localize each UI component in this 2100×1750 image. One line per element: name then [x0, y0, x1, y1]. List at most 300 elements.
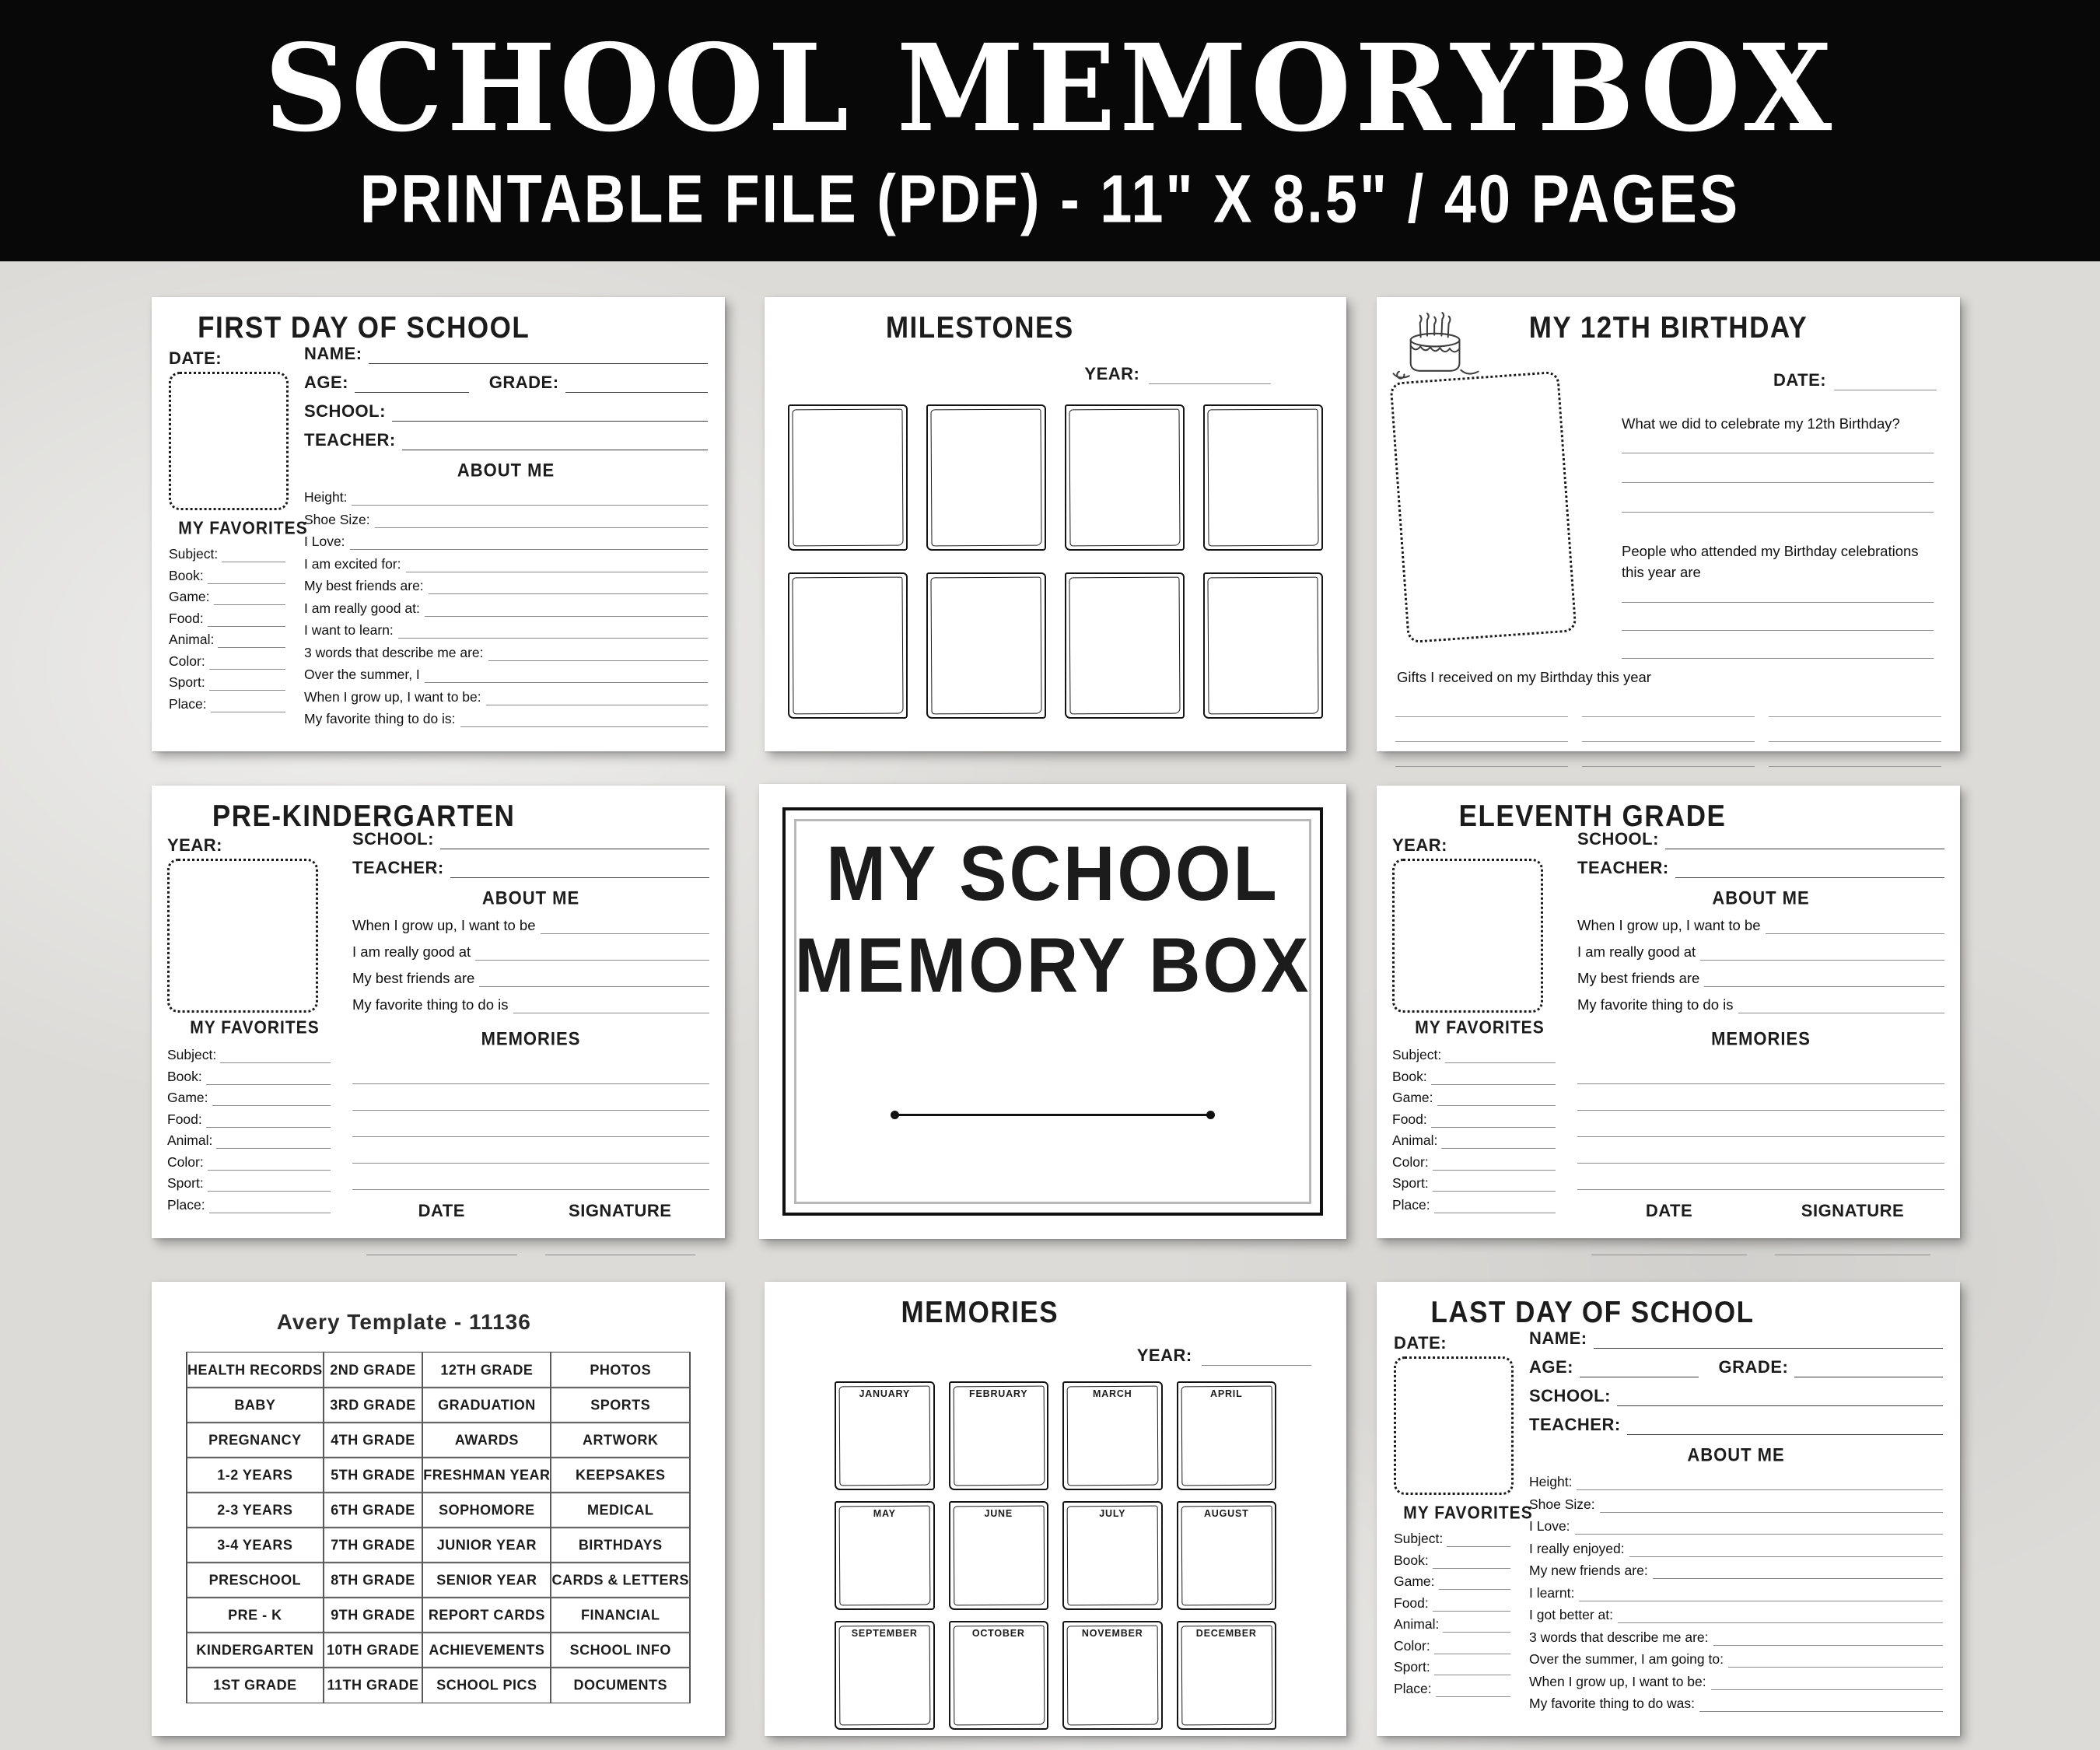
blank-line — [1629, 1543, 1943, 1557]
about-field: I am really good at: — [304, 600, 708, 617]
favorite-field: Color: — [1394, 1638, 1510, 1654]
month-box — [835, 1621, 935, 1730]
month-box — [1177, 1501, 1277, 1610]
page-memories-months — [765, 1282, 1346, 1736]
label-cell: FINANCIAL — [551, 1597, 690, 1633]
year-field: YEAR: — [1084, 364, 1270, 384]
blank-line — [565, 379, 708, 393]
about-field: My best friends are — [1577, 970, 1944, 987]
label-cell: CARDS & LETTERS — [551, 1562, 690, 1598]
blank-line — [1577, 1111, 1944, 1137]
blank-line — [208, 613, 285, 627]
blank-line — [1711, 1676, 1943, 1690]
blank-line — [1713, 1632, 1943, 1646]
label-cell: 3RD GRADE — [324, 1387, 423, 1423]
blank-line — [1434, 1661, 1510, 1675]
favorite-field: Book: — [169, 568, 285, 584]
month-box — [949, 1501, 1049, 1610]
blank-line — [1577, 1137, 1944, 1164]
page-title: FIRST DAY OF SCHOOL — [198, 311, 530, 345]
product-subtitle: PRINTABLE FILE (PDF) - 11" X 8.5" / 40 PAGES — [359, 160, 1741, 236]
label-cell: REPORT CARDS — [422, 1597, 551, 1633]
blank-line — [1738, 999, 1944, 1013]
favorites-list — [169, 546, 285, 717]
blank-line — [1436, 1683, 1510, 1697]
blank-line — [402, 436, 708, 450]
favorite-field: Food: — [167, 1111, 331, 1128]
blank-line — [1580, 1363, 1699, 1377]
month-label: SEPTEMBER — [851, 1628, 918, 1639]
date-signature-block — [352, 1201, 709, 1255]
favorite-field: Subject: — [167, 1047, 331, 1063]
blank-line — [1575, 1521, 1943, 1535]
photo-placeholder — [1392, 859, 1543, 1013]
blank-line — [1577, 1084, 1944, 1111]
favorites-list — [1392, 1047, 1556, 1218]
about-field: My favorite thing to do was: — [1529, 1696, 1943, 1712]
blank-line — [350, 536, 708, 550]
month-box — [1062, 1501, 1163, 1610]
label-cell: SCHOOL PICS — [422, 1667, 551, 1703]
cover-title: MY SCHOOL MEMORY BOX — [794, 831, 1311, 1008]
memories-heading: MEMORIES — [481, 1027, 581, 1049]
favorite-field: Subject: — [1392, 1047, 1556, 1063]
photo-placeholder — [1394, 1356, 1514, 1495]
month-box — [1177, 1381, 1277, 1490]
favorite-field: Animal: — [1392, 1132, 1556, 1149]
blank-line — [1582, 717, 1755, 742]
blank-line — [429, 580, 708, 594]
label-cell: 2-3 YEARS — [187, 1492, 324, 1528]
about-field: I want to learn: — [304, 622, 708, 639]
name-line — [894, 1114, 1212, 1116]
favorite-field: Book: — [167, 1069, 331, 1085]
photo-frame — [788, 404, 908, 551]
blank-line — [488, 647, 708, 661]
photo-placeholder — [1390, 371, 1577, 643]
about-field: My favorite thing to do is: — [304, 711, 708, 727]
label-cell: PHOTOS — [551, 1352, 690, 1388]
blank-line — [406, 558, 709, 572]
label-cell: 1ST GRADE — [187, 1667, 324, 1703]
blank-line — [1433, 1178, 1556, 1192]
blank-line — [211, 698, 285, 712]
blank-line — [1431, 1071, 1556, 1085]
page-title: PRE-KINDERGARTEN — [212, 800, 516, 833]
photo-frame — [1203, 404, 1323, 551]
label-cell: GRADUATION — [422, 1387, 551, 1423]
about-field: I learnt: — [1529, 1585, 1943, 1601]
blank-line — [1202, 1352, 1311, 1366]
photo-frame — [788, 572, 908, 719]
month-label: JULY — [1099, 1508, 1126, 1519]
about-me-list — [1577, 917, 1944, 1013]
blank-line — [369, 350, 708, 364]
favorite-field: Color: — [167, 1154, 331, 1171]
about-field: I Love: — [1529, 1518, 1943, 1535]
date-signature-block — [1577, 1201, 1944, 1255]
blank-line — [1149, 370, 1270, 384]
blank-line — [352, 492, 708, 506]
page-cover — [759, 784, 1346, 1239]
favorites-heading: MY FAVORITES — [178, 519, 308, 538]
celebrate-question: What we did to celebrate my 12th Birthday? — [1622, 415, 1900, 432]
blank-line — [475, 947, 709, 961]
favorite-field: Food: — [1392, 1111, 1556, 1128]
label-cell: SENIOR YEAR — [422, 1562, 551, 1598]
month-label: JANUARY — [859, 1388, 911, 1399]
blank-line — [440, 835, 709, 849]
favorite-field: Place: — [167, 1197, 331, 1213]
month-box — [1062, 1621, 1163, 1730]
gifts-lines-grid — [1395, 692, 1941, 767]
blank-line — [398, 625, 708, 639]
label-cell: ARTWORK — [551, 1422, 690, 1458]
blank-line — [1437, 1092, 1556, 1106]
blank-line — [209, 656, 285, 670]
school-info-column — [352, 829, 709, 1255]
blank-line — [1395, 717, 1568, 742]
blank-line — [1431, 1114, 1556, 1128]
name-field: NAME: — [1529, 1328, 1943, 1349]
student-info-column — [304, 344, 708, 733]
page-title: ELEVENTH GRADE — [1458, 800, 1727, 833]
blank-line — [1577, 1476, 1943, 1490]
blank-line — [1794, 1363, 1943, 1377]
photo-frame — [1065, 404, 1185, 551]
favorite-field: Subject: — [1394, 1531, 1510, 1547]
about-field: When I grow up, I want to be: — [1529, 1674, 1943, 1690]
blank-line — [1622, 602, 1934, 603]
favorite-field: Color: — [1392, 1154, 1556, 1171]
photo-frame — [926, 572, 1046, 719]
photo-placeholder — [167, 859, 318, 1013]
label-cell: 12TH GRADE — [422, 1352, 551, 1388]
favorite-field: Animal: — [167, 1132, 331, 1149]
blank-line — [208, 1178, 331, 1192]
label-cell: MEDICAL — [551, 1492, 690, 1528]
about-field: 3 words that describe me are: — [304, 645, 708, 661]
blank-line — [1433, 1157, 1556, 1171]
blank-line — [1395, 742, 1568, 767]
favorites-heading: MY FAVORITES — [1415, 1018, 1545, 1038]
label-cell: 11TH GRADE — [324, 1667, 423, 1703]
label-cell: KINDERGARTEN — [187, 1632, 324, 1668]
teacher-field: TEACHER: — [352, 858, 709, 878]
blank-line — [1577, 1164, 1944, 1190]
blank-line — [1591, 1241, 1747, 1255]
blank-line — [1617, 1392, 1943, 1406]
gifts-label: Gifts I received on my Birthday this year — [1397, 669, 1651, 685]
blank-line — [1600, 1499, 1943, 1513]
about-field: My new friends are: — [1529, 1563, 1943, 1579]
label-cell: BABY — [187, 1387, 324, 1423]
school-field: SCHOOL: — [304, 401, 708, 422]
school-field: SCHOOL: — [1577, 829, 1944, 849]
month-label: NOVEMBER — [1081, 1628, 1143, 1639]
blank-line — [1769, 742, 1941, 767]
blank-line — [1622, 630, 1934, 631]
blank-line — [479, 973, 709, 987]
favorite-field: Book: — [1392, 1069, 1556, 1085]
about-field: Shoe Size: — [304, 512, 708, 528]
blank-line — [220, 1049, 331, 1063]
blank-line — [1395, 692, 1568, 717]
label-cell: 10TH GRADE — [324, 1632, 423, 1668]
favorites-heading: MY FAVORITES — [190, 1018, 320, 1038]
favorite-field: Color: — [169, 653, 285, 670]
page-title: MY 12TH BIRTHDAY — [1528, 311, 1808, 345]
favorite-field: Place: — [169, 696, 285, 712]
blank-line — [1439, 1576, 1510, 1590]
page-milestones — [765, 297, 1346, 751]
blank-line — [208, 570, 285, 584]
about-field: I got better at: — [1529, 1607, 1943, 1623]
favorites-heading: MY FAVORITES — [1403, 1503, 1533, 1523]
blank-line — [1766, 920, 1945, 934]
blank-line — [1582, 692, 1755, 717]
blank-line — [1434, 1640, 1510, 1654]
about-field: My favorite thing to do is — [1577, 996, 1944, 1013]
label-cell: PREGNANCY — [187, 1422, 324, 1458]
blank-line — [1627, 1421, 1943, 1435]
blank-line — [1582, 742, 1755, 767]
date-column: DATE — [1577, 1201, 1761, 1255]
blank-line — [209, 677, 285, 691]
photo-frame — [1203, 572, 1323, 719]
blank-line — [1447, 1533, 1510, 1547]
about-field: I am excited for: — [304, 556, 708, 572]
about-me-list — [352, 917, 709, 1013]
blank-line — [206, 1114, 331, 1128]
favorites-list — [1394, 1531, 1510, 1702]
label-cell: SPORTS — [551, 1387, 690, 1423]
about-field: My best friends are: — [304, 578, 708, 594]
blank-line — [450, 864, 709, 878]
about-field: When I grow up, I want to be — [1577, 917, 1944, 934]
blank-line — [1579, 1587, 1943, 1601]
page-title: LAST DAY OF SCHOOL — [1430, 1296, 1755, 1329]
about-field: Over the summer, I am going to: — [1529, 1651, 1943, 1668]
blank-line — [1577, 1058, 1944, 1084]
signature-column: SIGNATURE — [531, 1201, 710, 1255]
page-avery-labels — [152, 1282, 725, 1736]
blank-line — [1704, 973, 1944, 987]
about-field: When I grow up, I want to be: — [304, 689, 708, 705]
blank-line — [1769, 717, 1941, 742]
about-me-list — [1529, 1474, 1943, 1712]
blank-line — [1622, 658, 1934, 659]
about-field: My favorite thing to do is — [352, 996, 709, 1013]
blank-line — [352, 1084, 709, 1111]
favorite-field: Sport: — [1394, 1659, 1510, 1675]
date-field: DATE: — [1773, 370, 1937, 390]
month-box — [949, 1381, 1049, 1490]
about-field: Over the summer, I — [304, 667, 708, 683]
favorite-field: Sport: — [169, 674, 285, 691]
label-cell: PRE - K — [187, 1597, 324, 1633]
blank-line — [1834, 376, 1937, 390]
month-box — [835, 1501, 935, 1610]
label-cell: 9TH GRADE — [324, 1597, 423, 1633]
blank-line — [1622, 482, 1934, 483]
product-title: SCHOOL MEMORYBOX — [264, 17, 1836, 158]
teacher-field: TEACHER: — [304, 430, 708, 450]
teacher-field: TEACHER: — [1577, 858, 1944, 878]
blank-line — [366, 1241, 517, 1255]
blank-line — [1622, 512, 1934, 513]
blank-line — [1594, 1335, 1943, 1349]
label-cell: KEEPSAKES — [551, 1457, 690, 1493]
name-field: NAME: — [304, 344, 708, 364]
school-field: SCHOOL: — [1529, 1386, 1943, 1406]
page-last-day-of-school — [1377, 1282, 1960, 1736]
blank-line — [1653, 1565, 1943, 1579]
label-cell: HEALTH RECORDS — [187, 1352, 324, 1388]
about-field: I am really good at — [352, 943, 709, 961]
header-banner — [0, 0, 2100, 261]
month-label: JUNE — [984, 1508, 1013, 1519]
blank-line — [352, 1137, 709, 1164]
month-label: DECEMBER — [1195, 1628, 1257, 1639]
page-title: MEMORIES — [901, 1296, 1059, 1329]
blank-line — [1433, 1555, 1510, 1569]
blank-line — [1665, 835, 1944, 849]
blank-line — [1441, 1135, 1556, 1149]
month-box — [949, 1621, 1049, 1730]
date-column: DATE — [352, 1201, 531, 1255]
about-field: I am really good at — [1577, 943, 1944, 961]
age-grade-field: AGE: GRADE: — [304, 373, 708, 393]
blank-line — [425, 669, 708, 683]
blank-line — [1769, 692, 1941, 717]
blank-line — [212, 1092, 331, 1106]
blank-line — [216, 1135, 331, 1149]
about-field: When I grow up, I want to be — [352, 917, 709, 934]
attended-question: People who attended my Birthday celebrations this year are — [1622, 543, 1919, 580]
month-label: OCTOBER — [971, 1628, 1025, 1639]
favorite-field: Food: — [1394, 1595, 1510, 1612]
favorite-field: Book: — [1394, 1552, 1510, 1569]
blank-line — [208, 1157, 331, 1171]
blank-line — [214, 591, 285, 605]
favorites-list — [167, 1047, 331, 1218]
about-me-heading: ABOUT ME — [457, 459, 555, 481]
label-cell: 8TH GRADE — [324, 1562, 423, 1598]
blank-line — [1434, 1199, 1556, 1213]
about-field: Shoe Size: — [1529, 1496, 1943, 1513]
blank-line — [375, 514, 708, 528]
year-label: YEAR: — [1392, 835, 1447, 855]
favorite-field: Sport: — [167, 1175, 331, 1192]
favorite-field: Animal: — [1394, 1616, 1510, 1633]
label-cell: 7TH GRADE — [324, 1527, 423, 1563]
blank-line — [1618, 1609, 1943, 1623]
blank-line — [206, 1071, 331, 1085]
blank-line — [1433, 1598, 1510, 1612]
blank-line — [1775, 1241, 1930, 1255]
blank-line — [352, 1111, 709, 1137]
blank-line — [209, 1199, 331, 1213]
blank-line — [218, 634, 285, 648]
signature-column: SIGNATURE — [1761, 1201, 1944, 1255]
label-cell: 3-4 YEARS — [187, 1527, 324, 1563]
about-field: My best friends are — [352, 970, 709, 987]
blank-line — [1675, 864, 1944, 878]
about-field: Height: — [1529, 1474, 1943, 1490]
month-box — [835, 1381, 935, 1490]
label-cell: BIRTHDAYS — [551, 1527, 690, 1563]
page-first-day-of-school — [152, 297, 725, 751]
photo-frame — [926, 404, 1046, 551]
page-eleventh-grade — [1377, 786, 1960, 1238]
photo-frame — [1065, 572, 1185, 719]
month-label: APRIL — [1210, 1388, 1243, 1399]
favorite-field: Game: — [167, 1090, 331, 1106]
school-field: SCHOOL: — [352, 829, 709, 849]
age-grade-field: AGE: GRADE: — [1529, 1357, 1943, 1377]
month-label: MARCH — [1092, 1388, 1132, 1399]
student-info-column — [1529, 1328, 1943, 1718]
favorite-field: Animal: — [169, 632, 285, 648]
label-cell: 1-2 YEARS — [187, 1457, 324, 1493]
milestone-photo-grid — [788, 404, 1323, 719]
month-label: MAY — [873, 1508, 896, 1519]
month-label: FEBRUARY — [969, 1388, 1028, 1399]
favorite-field: Game: — [169, 589, 285, 605]
label-cell: JUNIOR YEAR — [422, 1527, 551, 1563]
blank-line — [486, 691, 708, 705]
photo-placeholder — [169, 372, 289, 510]
blank-line — [352, 1164, 709, 1190]
label-cell: SCHOOL INFO — [551, 1632, 690, 1668]
labels-table — [186, 1352, 691, 1703]
year-field: YEAR: — [1137, 1346, 1311, 1366]
label-cell: PRESCHOOL — [187, 1562, 324, 1598]
date-label: DATE: — [169, 348, 222, 368]
teacher-field: TEACHER: — [1529, 1415, 1943, 1435]
label-cell: SOPHOMORE — [422, 1492, 551, 1528]
label-cell: AWARDS — [422, 1422, 551, 1458]
blank-line — [545, 1241, 696, 1255]
month-box — [1062, 1381, 1163, 1490]
blank-line — [392, 408, 708, 422]
label-cell: 6TH GRADE — [324, 1492, 423, 1528]
favorite-field: Place: — [1392, 1197, 1556, 1213]
blank-line — [352, 1058, 709, 1084]
about-me-heading: ABOUT ME — [1687, 1444, 1785, 1465]
label-cell: FRESHMAN YEAR — [422, 1457, 551, 1493]
blank-line — [355, 379, 469, 393]
favorite-field: Food: — [169, 611, 285, 627]
year-label: YEAR: — [167, 835, 222, 855]
date-label: DATE: — [1394, 1333, 1447, 1353]
blank-line — [1699, 1698, 1943, 1712]
month-label: AUGUST — [1203, 1508, 1249, 1519]
page-title: MILESTONES — [885, 311, 1074, 345]
favorite-field: Game: — [1394, 1573, 1510, 1590]
label-cell: ACHIEVEMENTS — [422, 1632, 551, 1668]
blank-line — [1700, 947, 1944, 961]
month-boxes-grid — [835, 1381, 1276, 1730]
blank-line — [541, 920, 710, 934]
label-cell: 2ND GRADE — [324, 1352, 423, 1388]
about-field: I Love: — [304, 534, 708, 550]
blank-line — [1443, 1619, 1510, 1633]
label-cell: 5TH GRADE — [324, 1457, 423, 1493]
favorite-field: Subject: — [169, 546, 285, 562]
about-field: I really enjoyed: — [1529, 1541, 1943, 1557]
